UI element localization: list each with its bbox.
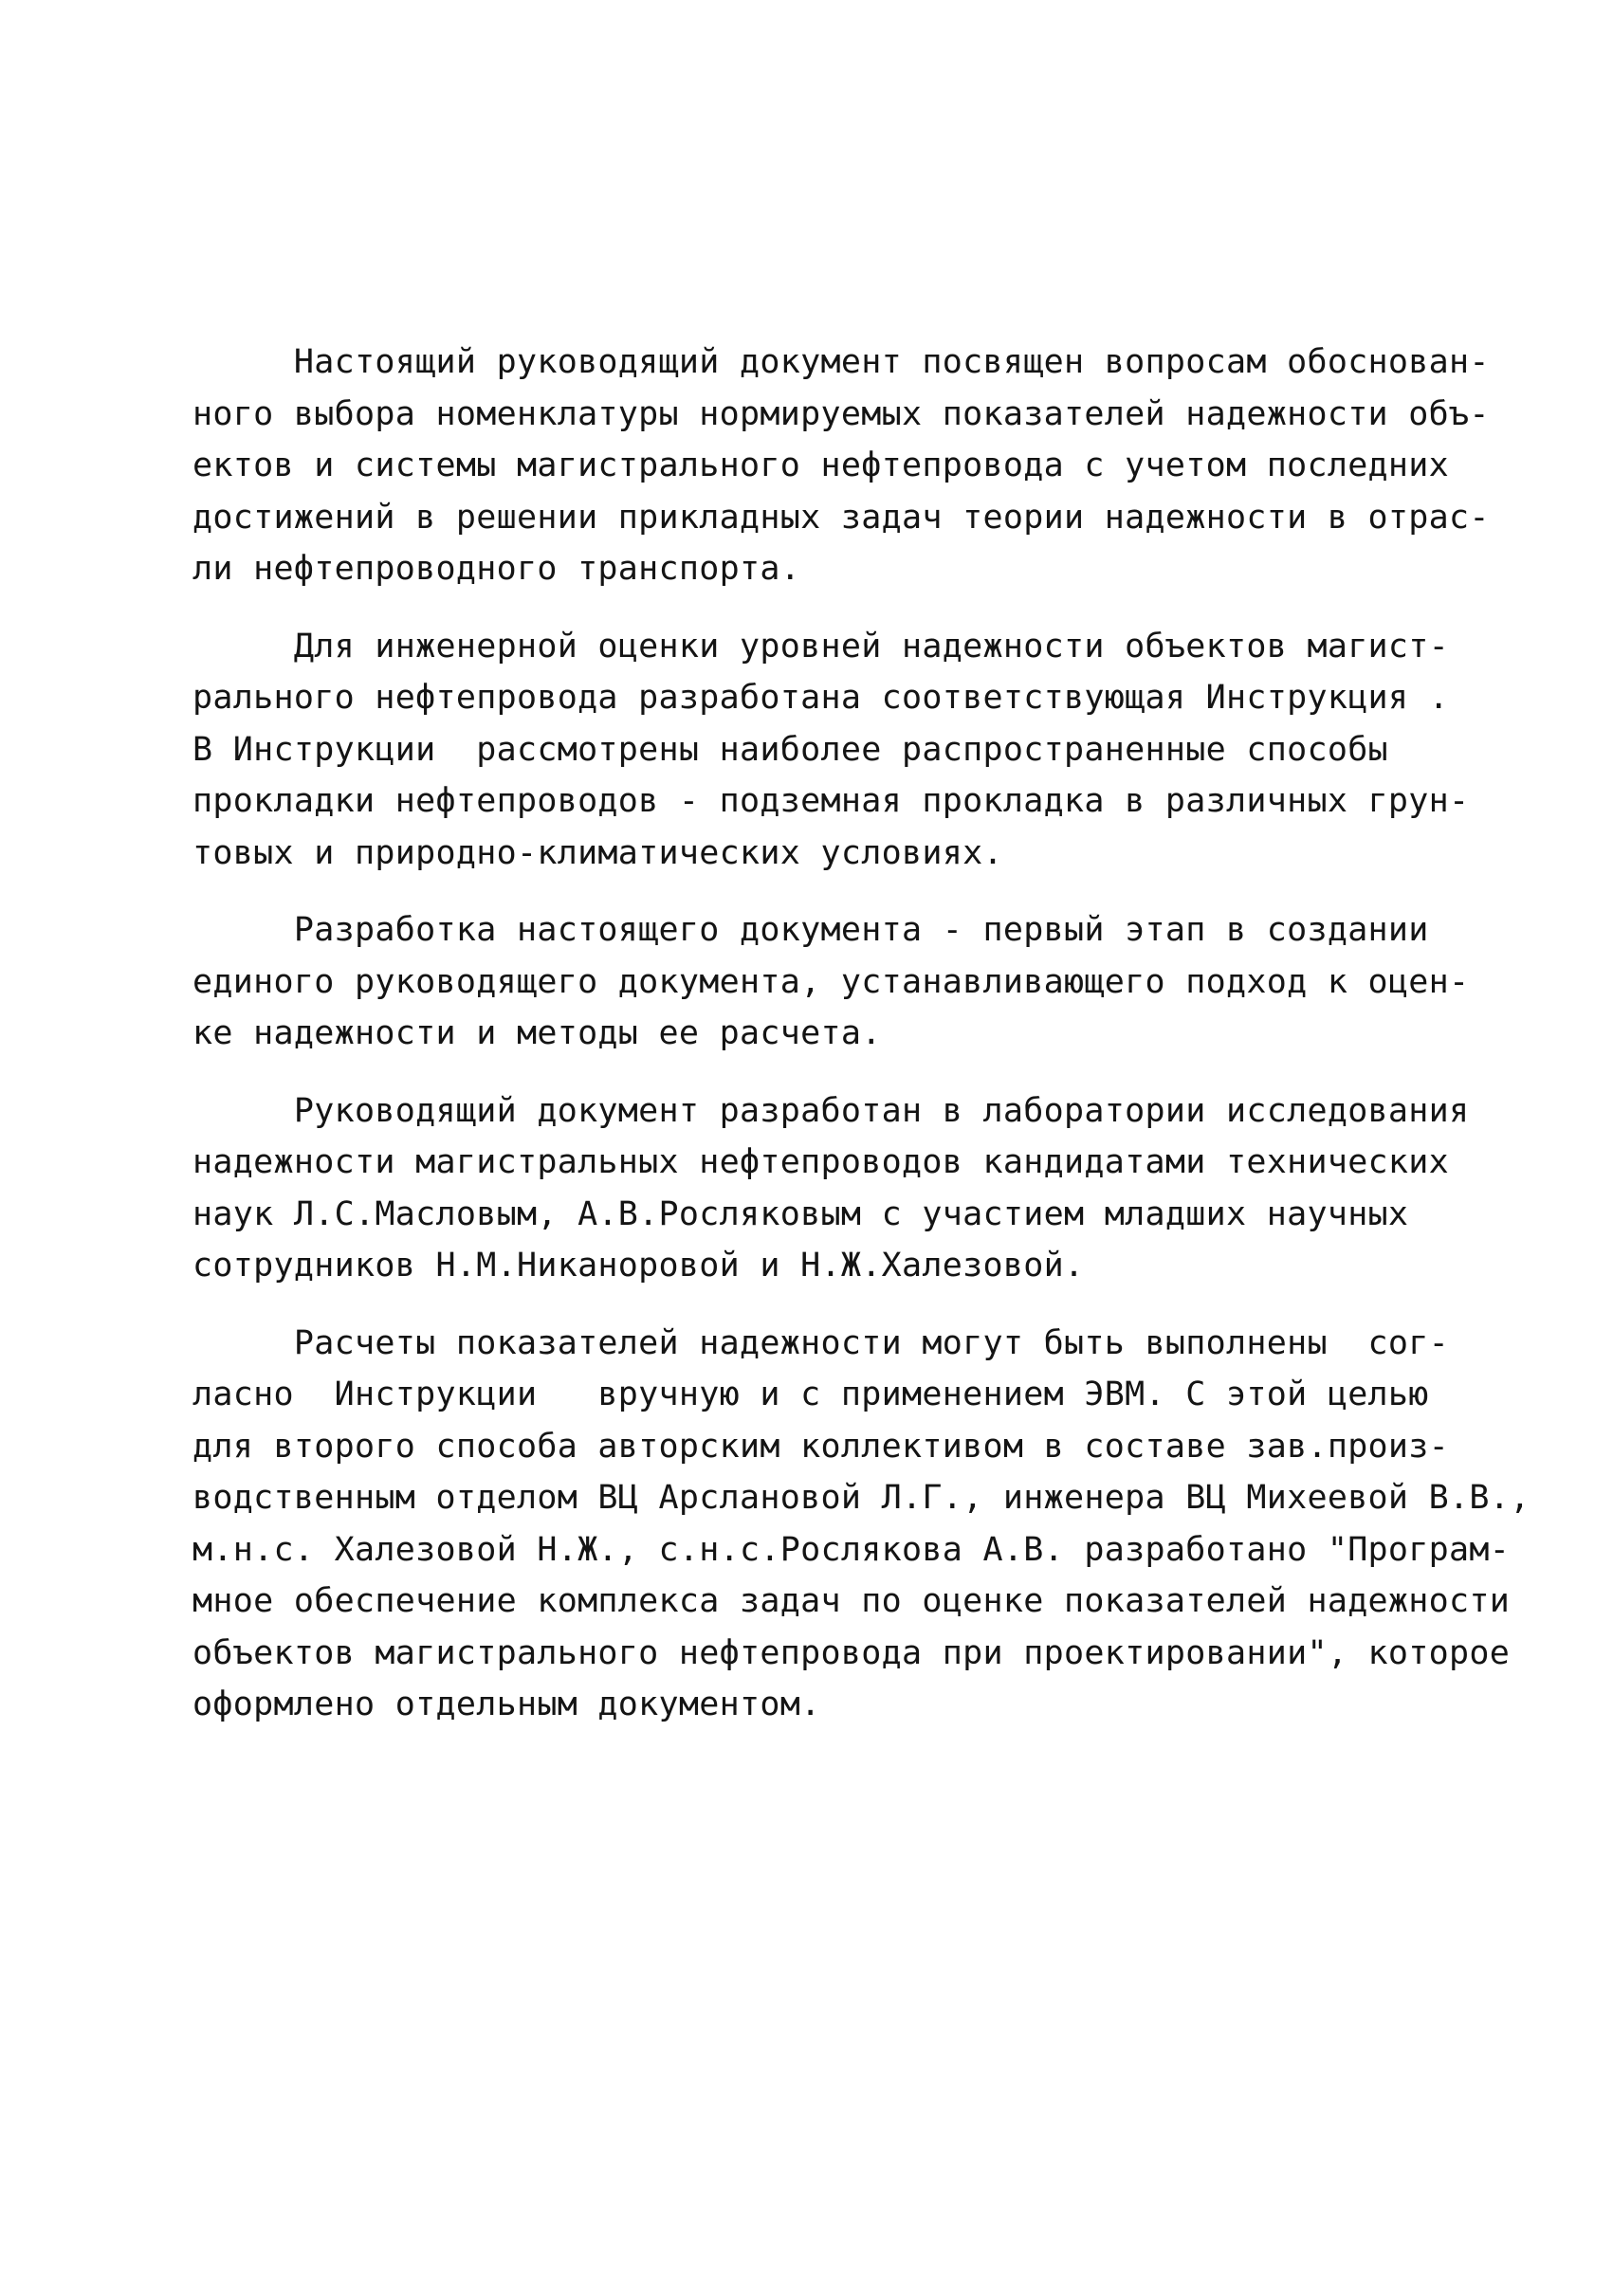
text-line: м.н.с. Халезовой Н.Ж., с.н.с.Рослякова А.В. разработано "Програм- [192,1530,1511,1569]
text-line: надежности магистральных нефтепроводов кандидатами технических [192,1143,1450,1181]
text-line: наук Л.С.Масловым, А.В.Росляковым с участием младших научных [192,1194,1409,1233]
text-line: прокладки нефтепроводов - подземная прокладка в различных грун- [192,782,1470,820]
text-line: водственным отделом ВЦ Арслановой Л.Г., инженера ВЦ Михеевой В.В., [192,1479,1531,1517]
text-line: ного выбора номенклатуры нормируемых показателей надежности объ- [192,394,1490,433]
text-line: В Инструкции рассмотрены наиболее распространенные способы [192,730,1388,769]
text-line: оформлено отдельным документом. [192,1686,821,1723]
text-line: для второго способа авторским коллективом в составе зав.произ- [192,1427,1450,1466]
text-line: Для инженерной оценки уровней надежности объектов магист- [192,627,1450,665]
text-line: Руководящий документ разработан в лаборатории исследования [192,1091,1470,1130]
text-line: Расчеты показателей надежности могут быть выполнены сог- [192,1323,1450,1362]
text-line: ектов и системы магистрального нефтепровода с учетом последних [192,446,1450,484]
text-line: ласно Инструкции вручную и с применением ЭВМ. С этой целью [192,1376,1429,1413]
text-line: достижений в решении прикладных задач теории надежности в отрас- [192,498,1490,537]
text-line: Настоящий руководящий документ посвящен вопросам обоснован- [192,343,1490,381]
paragraph-4 [192,1085,1470,1292]
document-body [192,337,1531,1757]
text-line: ке надежности и методы ее расчета. [192,1014,882,1052]
paragraph-3 [192,904,1470,1060]
text-line: мное обеспечение комплекса задач по оценке показателей надежности [192,1582,1511,1620]
text-line: рального нефтепровода разработана соответствующая Инструкция . [192,679,1450,717]
paragraph-5 [192,1318,1531,1731]
text-line: единого руководящего документа, устанавливающего подход к оцен- [192,962,1470,1001]
text-line: товых и природно-климатических условиях. [192,833,1003,872]
text-line: объектов магистрального нефтепровода при проектировании", которое [192,1633,1511,1672]
paragraph-1 [192,337,1490,595]
text-line: Разработка настоящего документа - первый этап в создании [192,911,1429,949]
text-line: ли нефтепроводного транспорта. [192,550,801,588]
paragraph-2 [192,621,1470,880]
text-line: сотрудников Н.М.Никаноровой и Н.Ж.Халезовой. [192,1247,1085,1285]
